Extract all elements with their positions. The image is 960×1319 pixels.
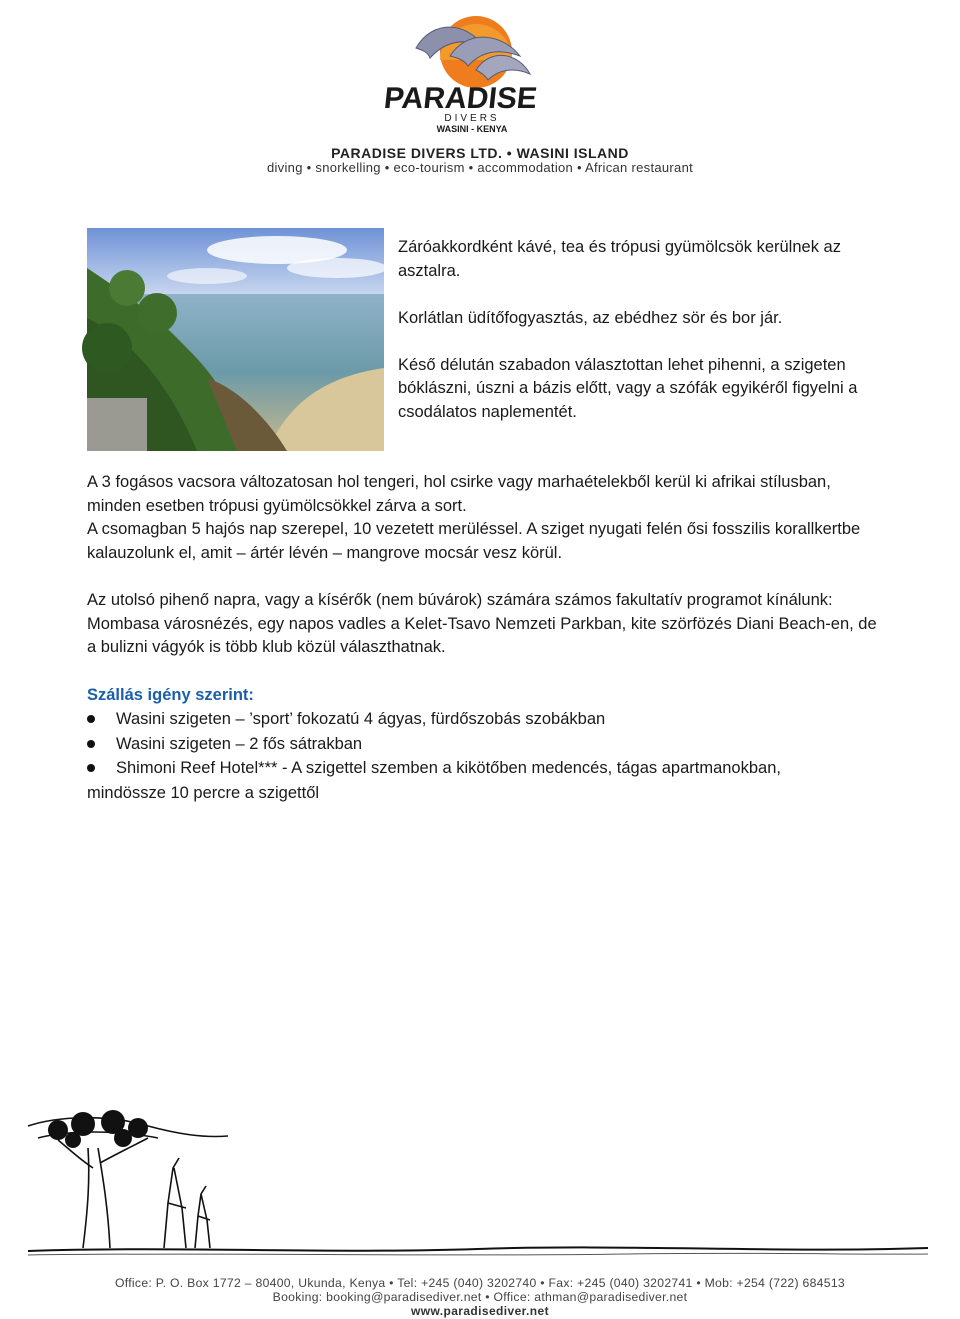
email-contact-line: Booking: booking@paradisediver.net • Office: athman@paradisediver.net <box>272 1290 688 1304</box>
list-item-continuation: mindössze 10 percre a szigettől <box>87 783 320 802</box>
dive-text: A csomagban 5 hajós nap szerepel, 10 vezetett merüléssel. A sziget nyugati felén ősi fosszilis korallkertbe kalauzolunk el, amit – ártér lévén – mangrove mocsár vesz körül. <box>87 520 861 562</box>
intro-paragraph: Korlátlan üdítőfogyasztás, az ebédhez sör és bor jár. <box>398 308 783 327</box>
acacia-giraffe-illustration <box>28 1108 928 1258</box>
svg-text:PARADISE: PARADISE <box>382 82 539 115</box>
intro-text <box>398 236 868 448</box>
office-contact-line: Office: P. O. Box 1772 – 80400, Ukunda, Kenya • Tel: +245 (040) 3202740 • Fax: +245 (040) 3202741 • Mob: +254 (722) 684513 <box>114 1276 845 1290</box>
bullet-icon <box>87 764 95 772</box>
dinner-text: A 3 fogásos vacsora változatosan hol tengeri, hol csirke vagy marhaételekből kerül ki afrikai stílusban, minden esetben trópusi gyümölcsökkel zárva a sort. <box>87 473 831 515</box>
company-line: PARADISE DIVERS LTD. • WASINI ISLAND <box>331 145 629 161</box>
list-item <box>87 732 907 757</box>
svg-text:DIVERS: DIVERS <box>444 113 500 124</box>
list-item-text: Wasini szigeten – 2 fős sátrakban <box>116 734 363 753</box>
dinner-dive-paragraph <box>87 471 887 565</box>
lodging-list <box>87 707 907 781</box>
bullet-icon <box>87 740 95 748</box>
list-item-text: Shimoni Reef Hotel*** - A szigettel szemben a kikötőben medencés, tágas apartmanokban, <box>116 759 781 777</box>
programs-text: Az utolsó pihenő napra, vagy a kísérők (nem búvárok) számára számos fakultatív programot kínálunk: Mombasa városnézés, egy napos vadles a Kelet-Tsavo Nemzeti Parkban, kite szörfözés Diani Beach-en, de a bulizni vágyók is több klub közül választhatnak. <box>87 591 877 656</box>
list-item <box>87 756 907 781</box>
optional-programs-paragraph <box>87 589 887 660</box>
paradise-divers-logo <box>382 8 539 136</box>
list-item <box>87 707 907 732</box>
website-link[interactable]: www.paradisediver.net <box>410 1304 549 1318</box>
coast-photo <box>87 228 384 451</box>
services-line: diving • snorkelling • eco-tourism • accommodation • African restaurant <box>266 160 694 175</box>
intro-paragraph: Záróakkordként kávé, tea és trópusi gyümölcsök kerülnek az asztalra. <box>398 238 841 280</box>
lodging-heading: Szállás igény szerint: <box>87 686 254 704</box>
svg-text:WASINI - KENYA: WASINI - KENYA <box>436 124 508 134</box>
bullet-icon <box>87 715 95 723</box>
list-item-text: Wasini szigeten – ’sport’ fokozatú 4 ágyas, fürdőszobás szobákban <box>116 710 606 728</box>
lodging-section <box>87 683 907 805</box>
intro-paragraph: Késő délután szabadon választottan lehet pihenni, a szigeten bóklászni, úszni a bázis előtt, vagy a szófák egyikéről figyelni a csodálatos naplementét. <box>398 355 858 421</box>
